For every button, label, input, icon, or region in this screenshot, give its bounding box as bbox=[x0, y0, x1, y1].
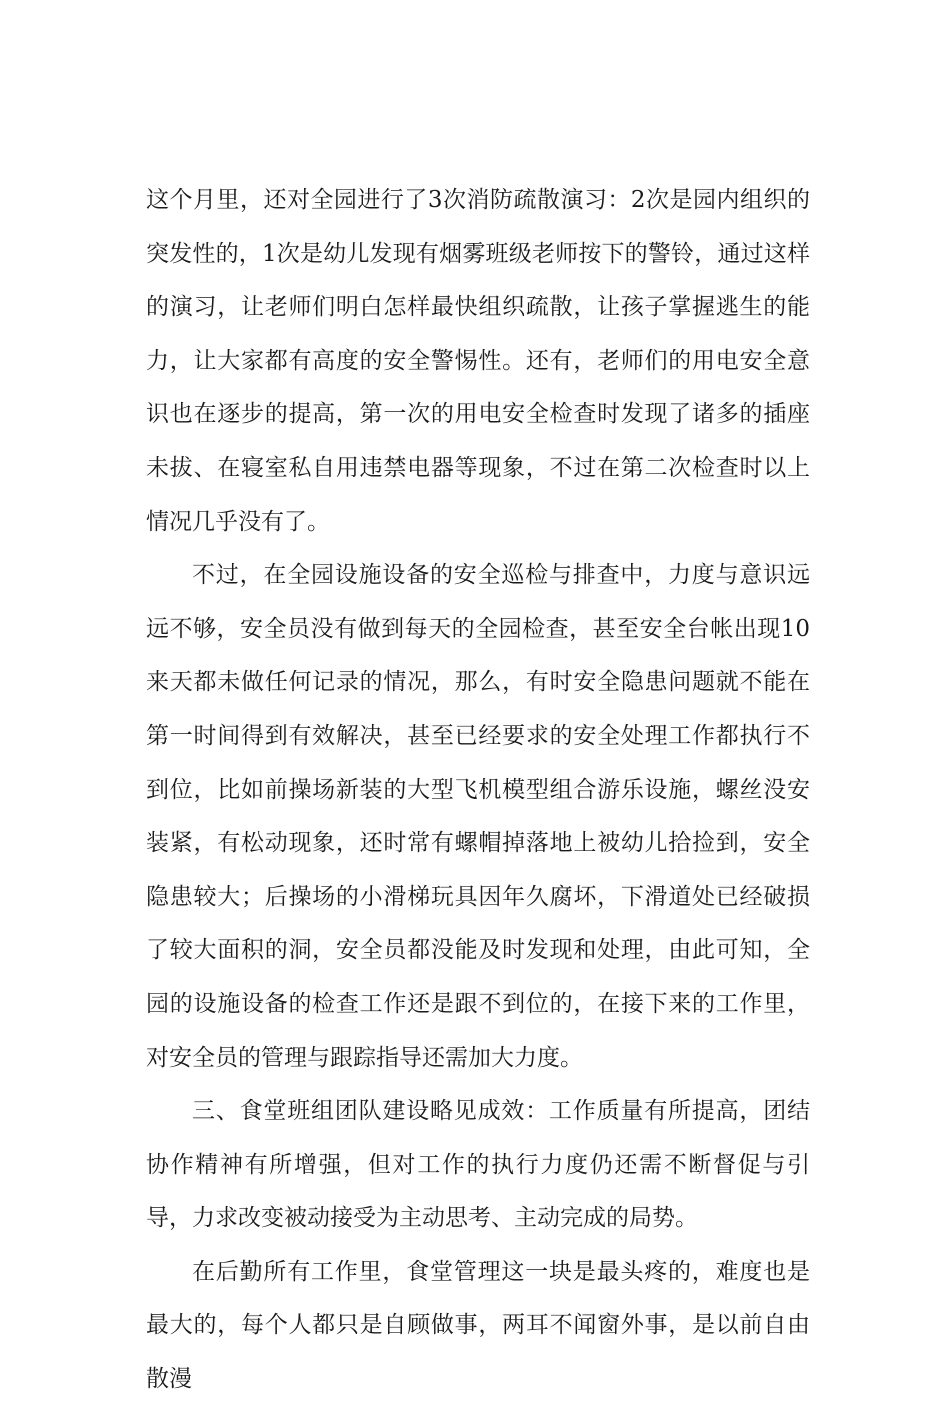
document-body bbox=[146, 174, 810, 1407]
paragraph-canteen-team-heading: 三、食堂班组团队建设略见成效：工作质量有所提高，团结协作精神有所增强，但对工作的执行力度仍还需不断督促与引导，力求改变被动接受为主动思考、主动完成的局势。 bbox=[146, 1098, 810, 1232]
paragraph-facility-inspection: 不过，在全园设施设备的安全巡检与排查中，力度与意识远远不够，安全员没有做到每天的全园检查，甚至安全台帐出现10来天都未做任何记录的情况，那么，有时安全隐患问题就不能在第一时间得到有效解决，甚至已经要求的安全处理工作都执行不到位，比如前操场新装的大型飞机模型组合游乐设施，螺丝没安装紧，有松动现象，还时常有螺帽掉落地上被幼儿拾捡到，安全隐患较大；后操场的小滑梯玩具因年久腐坏，下滑道处已经破损了较大面积的洞，安全员都没能及时发现和处理，由此可知，全园的设施设备的检查工作还是跟不到位的，在接下来的工作里，对安全员的管理与跟踪指导还需加大力度。 bbox=[146, 562, 810, 1071]
paragraph-canteen-management: 在后勤所有工作里，食堂管理这一块是最头疼的，难度也是最大的，每个人都只是自顾做事，两耳不闻窗外事，是以前自由散漫 bbox=[146, 1258, 810, 1393]
paragraph-fire-drill: 这个月里，还对全园进行了3次消防疏散演习：2次是园内组织的突发性的，1次是幼儿发现有烟雾班级老师按下的警铃，通过这样的演习，让老师们明白怎样最快组织疏散，让孩子掌握逃生的能力，让大家都有高度的安全警惕性。还有，老师们的用电安全意识也在逐步的提高，第一次的用电安全检查时发现了诸多的插座未拔、在寝室私自用违禁电器等现象，不过在第二次检查时以上情况几乎没有了。 bbox=[146, 187, 810, 535]
